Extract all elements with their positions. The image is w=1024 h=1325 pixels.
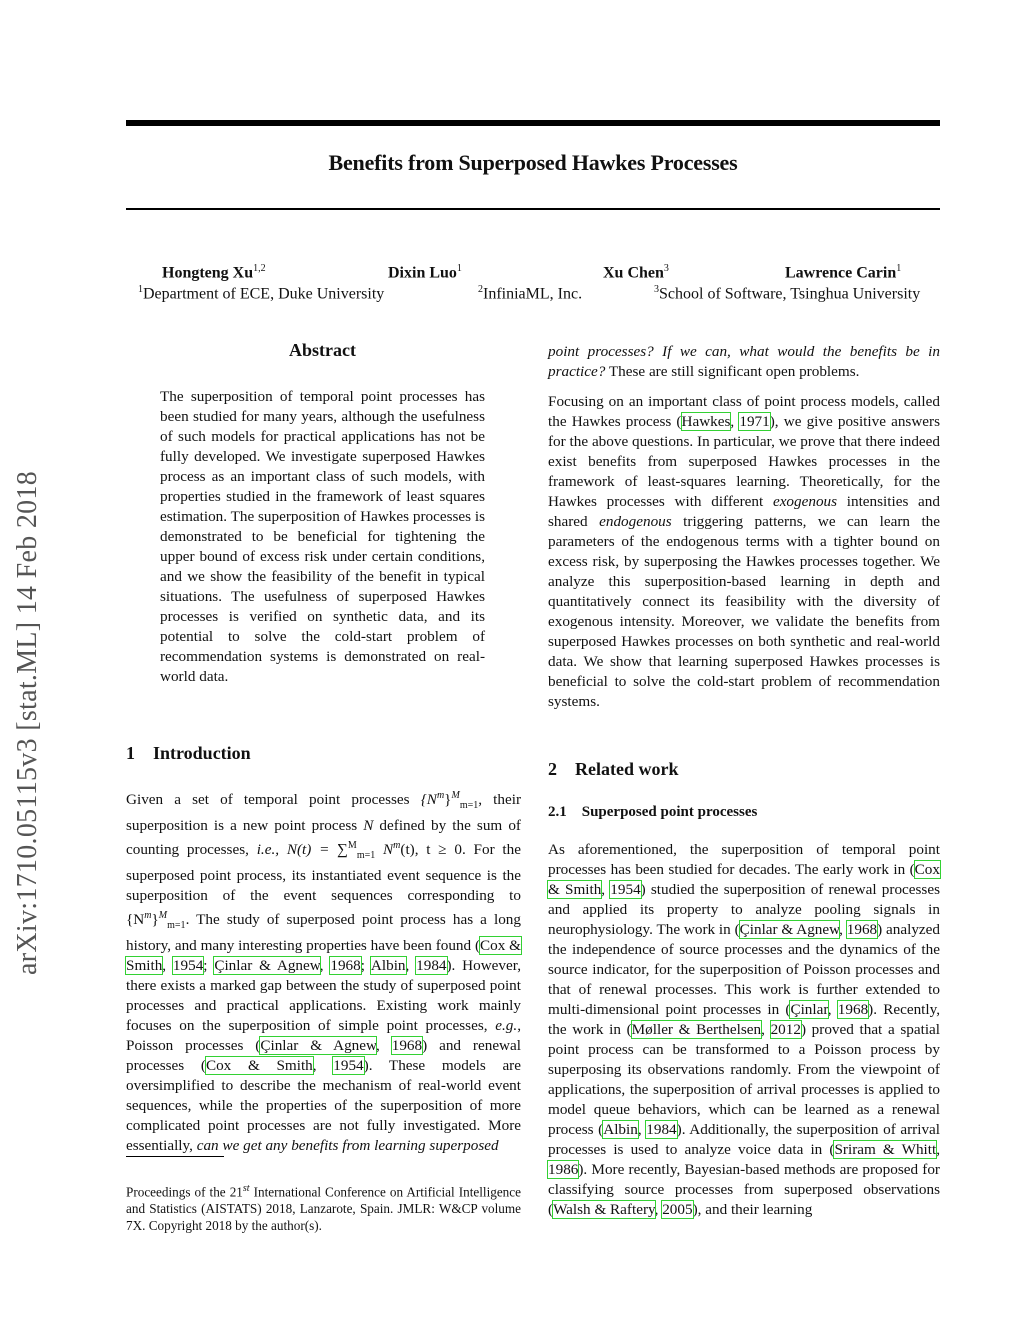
affiliation-sup: 2 [478,284,483,295]
author-2 [388,263,462,282]
intro-paragraph: Given a set of temporal point processes $\{N^m\}^M_{m=1}$, their superposition is a new point process N defined by the sum of counting processes, i.e., N(t) = ∑$^M_{m=1}$ $N^m(t)$, t ≥ 0. For the superposed point process, its instantiated event sequence is the superposition of the event sequences corresponding to $\{N^m\}^M_{m=1}$. The study of superposed point process has a long history, and many interesting properties have been found (Cox & Smith, 1954; Çinlar & Agnew, 1968; Albin, 1984). However, there exists a marked gap between the study of superposed point processes and practical applications. Existing work mainly focuses on the superposition of simple point processes, e.g., Poisson processes (Çinlar & Agnew, 1968) and renewal processes (Cox & Smith, 1954). These models are oversimplified to describe the mechanism of real-world event sequences, while the properties of the superposition of more complicated point processes are not fully investigated. More essentially, can we get any benefits from learning superposed [126,790,522,1155]
subsection-title: Superposed point processes [581,804,758,820]
citation-link[interactable]: Çinlar & Agnew [260,1037,377,1055]
footnote-rule [126,1156,224,1157]
citation-link[interactable]: Cox & Smith [205,1057,313,1075]
citation-link[interactable]: 2005 [662,1201,693,1218]
affiliation-2 [478,284,582,303]
citation-link[interactable]: 1968 [846,921,878,938]
affiliation-1 [138,284,384,303]
author-sup: 1 [896,263,902,274]
citation-link[interactable]: 1954 [610,881,641,898]
citation-link[interactable]: 1968 [391,1037,423,1055]
affiliation-text: Department of ECE, Duke University [143,285,385,303]
affiliation-text: School of Software, Tsinghua University [659,285,921,303]
citation-link[interactable]: Cox & Smith [126,937,521,975]
author-4 [785,263,901,282]
author-name: Hongteng Xu [162,264,254,282]
section-number: 2 [548,759,557,779]
footnote: Proceedings of the 21st International Conference on Artificial Intelligence and Statistics (AISTATS) 2018, Lanzarote, Spain. JMLR: W&CP volume 7X. Copyright 2018 by the author(s). [126,1183,521,1234]
citation-link[interactable]: 1968 [837,1001,869,1018]
citation-link[interactable]: Albin [370,957,406,975]
arxiv-identifier: arXiv:1710.05115v3 [stat.ML] 14 Feb 2018 [12,470,43,975]
section-number: 1 [126,743,135,763]
affiliation-sup: 3 [654,284,659,295]
author-3 [603,263,669,282]
citation-link[interactable]: Albin [603,1121,638,1138]
citation-link[interactable]: Møller & Berthelsen [631,1021,762,1038]
citation-link[interactable]: 1984 [416,957,447,975]
paper-title: Benefits from Superposed Hawkes Processes [328,150,738,175]
author-name: Xu Chen [603,264,664,282]
author-sup: 1,2 [253,263,266,274]
affiliation-text: InfiniaML, Inc. [483,285,583,303]
author-1 [162,263,266,282]
right-col-intro-continued: point processes? If we can, what would the benefits be in practice? These are still significant open problems. Focusing on an important class of point process models, called the Hawkes process (Hawkes, 1971), we give positive answers for the above questions. In particular, we prove that there indeed exist benefits from superposed Hawkes processes in the framework of least-squares learning. Theoretically, for the Hawkes processes with different exogenous intensities and shared endogenous triggering patterns, we can learn the parameters of the endogenous terms with a tighter bound on excess risk, by superposing the Hawkes processes together. We analyze this superposition-based learning in depth and quantitatively connect its feasibility with the diversity of exogenous intensity. Moreover, we validate the benefits from superposed Hawkes processes on both synthetic and real-world data. We show that learning superposed Hawkes processes is beneficial to solve the cold-start problem of recommendation systems. [548,343,940,710]
citation-link[interactable]: 1984 [646,1121,677,1138]
citation-link[interactable]: 1968 [330,957,361,975]
citation-link[interactable]: Cox & Smith [548,861,940,898]
title-bottom-rule [126,208,940,210]
abstract-body: The superposition of temporal point processes has been studied for many years, although the usefulness of such models for practical applications has not be fully developed. We investigate superposed Hawkes process as an important class of such models, with properties studied in the framework of least squares estimation. The superposition of Hawkes processes is demonstrated to be beneficial for tightening the upper bound of excess risk under certain conditions, and we show the feasibility of the benefit in typical situations. The usefulness of superposed Hawkes processes is verified on synthetic data, and its potential to solve the cold-start problem of recommendation systems is demonstrated on real-world data. [160,388,485,685]
affiliation-3 [654,284,920,303]
citation-link[interactable]: 1954 [172,957,204,975]
title-top-rule [126,120,940,126]
citation-link[interactable]: Walsh & Raftery [553,1201,655,1218]
subsection-number: 2.1 [548,804,567,820]
affiliation-sup: 1 [138,284,143,295]
section-title: Introduction [153,743,251,763]
citation-link[interactable]: Sriram & Whitt [834,1141,937,1158]
abstract-heading: Abstract [289,340,356,360]
author-name: Dixin Luo [388,264,457,282]
citation-link[interactable]: 2012 [770,1021,801,1038]
citation-link[interactable]: Çinlar & Agnew [214,957,320,975]
related-work-paragraph: As aforementioned, the superposition of temporal point processes has been studied for decades. The early work in (Cox & Smith, 1954) studied the superposition of renewal processes and applied its property to analyze pooling signals in neurophysiology. The work in (Çinlar & Agnew, 1968) analyzed the independence of source processes and the dynamics of the source indicator, for the superposition of Poisson processes and that of renewal processes. This work is further extended to multi-dimensional point processes in (Çinlar, 1968). Recently, the work in (Møller & Berthelsen, 2012) proved that a spatial point process can be transformed to a Poisson process by superposing its observations randomly. From the viewpoint of applications, the superposition of arrival processes is applied to model queue behaviors, which can be learned as a renewal process (Albin, 1984). Additionally, the superposition of arrival processes is used to analyze voice data in (Sriram & Whitt, 1986). More recently, Bayesian-based methods are proposed for classifying source processes from superposed observations (Walsh & Raftery, 2005), and their learning [548,841,941,1218]
author-sup: 3 [663,263,669,274]
citation-link[interactable]: Hawkes [681,413,731,430]
citation-link[interactable]: Çinlar & Agnew [739,921,840,938]
section-title: Related work [575,759,679,779]
citation-link[interactable]: Çinlar [790,1001,828,1018]
subsection-heading-superposed [548,804,757,821]
author-name: Lawrence Carin [785,264,897,282]
section-heading-introduction [126,743,251,764]
author-sup: 1 [456,263,462,274]
citation-link[interactable]: 1954 [333,1057,364,1075]
citation-link[interactable]: 1986 [548,1161,579,1178]
section-heading-related-work [548,759,678,780]
citation-link[interactable]: 1971 [739,413,770,430]
